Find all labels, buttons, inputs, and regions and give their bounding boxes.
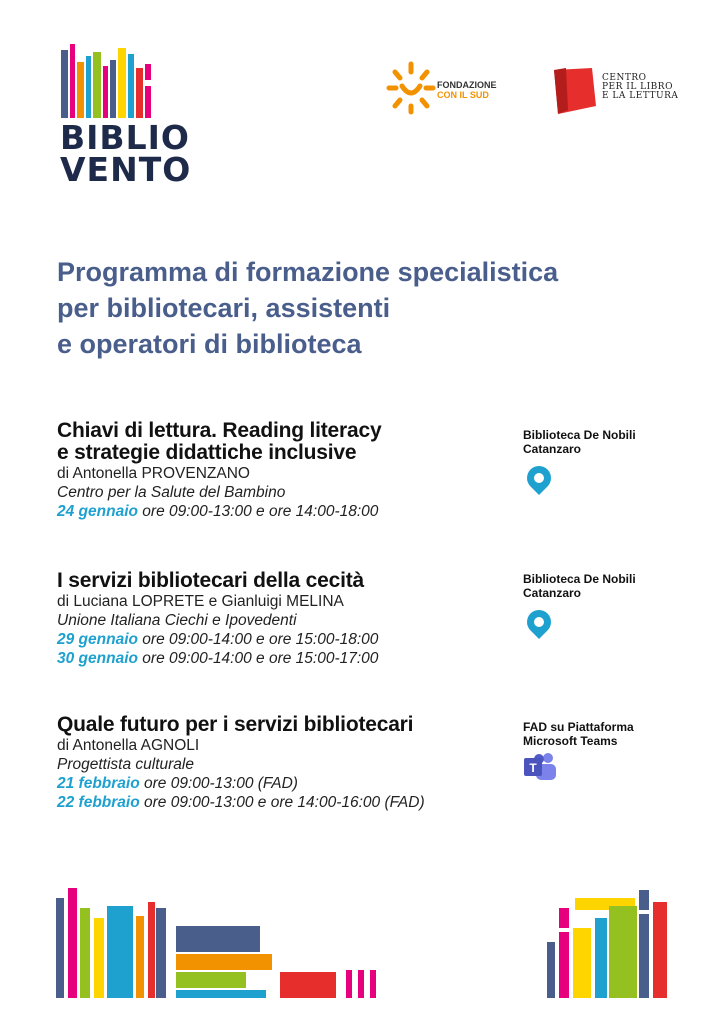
event-title: e strategie didattiche inclusive <box>57 441 357 464</box>
event-time: ore 09:00-13:00 e ore 14:00-16:00 (FAD) <box>144 794 425 811</box>
cepell-line1: CENTRO <box>602 73 647 83</box>
books-logo-icon <box>58 42 168 122</box>
event-org: Centro per la Salute del Bambino <box>57 484 286 501</box>
logo-line2: VENTO <box>60 150 192 189</box>
fondazione-text <box>437 80 497 100</box>
map-pin-icon <box>522 605 556 639</box>
location-line1: FAD su Piattaforma <box>523 720 634 734</box>
event-author: di Luciana LOPRETE e Gianluigi MELINA <box>57 593 344 610</box>
event-time: ore 09:00-13:00 e ore 14:00-18:00 <box>142 503 379 520</box>
event-date-row <box>57 793 517 812</box>
location-line2: Catanzaro <box>523 442 582 456</box>
event-title: I servizi bibliotecari della cecità <box>57 569 364 592</box>
event-title: Quale futuro per i servizi bibliotecari <box>57 713 414 736</box>
sun-icon <box>385 60 437 116</box>
event-date: 29 gennaio <box>57 631 138 648</box>
event-date-row <box>57 774 517 793</box>
location-line1: Biblioteca De Nobili <box>523 428 636 442</box>
page-title <box>57 254 677 362</box>
biblio-vento-logo <box>58 42 168 122</box>
event-author: di Antonella AGNOLI <box>57 737 200 754</box>
event-3-location <box>523 720 693 748</box>
event-date: 24 gennaio <box>57 503 138 520</box>
fondazione-line1: FONDAZIONE <box>437 80 497 90</box>
cepell-text <box>602 74 678 101</box>
event-date-row <box>57 502 497 521</box>
location-line2: Catanzaro <box>523 586 582 600</box>
fondazione-logo <box>385 60 515 120</box>
event-author: di Antonella PROVENZANO <box>57 465 250 482</box>
event-org: Unione Italiana Ciechi e Ipovedenti <box>57 612 297 629</box>
fondazione-line2: CON IL SUD <box>437 90 489 100</box>
event-time: ore 09:00-14:00 e ore 15:00-17:00 <box>142 650 379 667</box>
teams-icon <box>522 752 558 782</box>
logo-text <box>60 118 192 189</box>
event-2 <box>57 570 497 668</box>
books-decoration-right <box>545 888 675 998</box>
event-date: 22 febbraio <box>57 794 140 811</box>
event-1 <box>57 420 497 521</box>
title-line2: per bibliotecari, assistenti <box>57 293 391 323</box>
title-line1: Programma di formazione specialistica <box>57 257 559 287</box>
books-decoration-left <box>56 888 386 998</box>
location-line2: Microsoft Teams <box>523 734 618 748</box>
event-date: 30 gennaio <box>57 650 138 667</box>
event-time: ore 09:00-13:00 (FAD) <box>144 775 298 792</box>
event-title: Chiavi di lettura. Reading literacy <box>57 419 382 442</box>
book-red-icon <box>552 66 598 116</box>
event-3 <box>57 714 517 812</box>
cepell-line3: E LA LETTURA <box>602 91 679 101</box>
title-line3: e operatori di biblioteca <box>57 329 362 359</box>
map-pin-icon <box>522 461 556 495</box>
event-time: ore 09:00-14:00 e ore 15:00-18:00 <box>142 631 379 648</box>
event-2-location <box>523 572 693 600</box>
cepell-logo <box>552 66 692 116</box>
logo-line1: BIBLIO <box>60 118 190 157</box>
event-date-row <box>57 649 497 668</box>
event-1-location <box>523 428 693 456</box>
cepell-line2: PER IL LIBRO <box>602 82 673 92</box>
location-line1: Biblioteca De Nobili <box>523 572 636 586</box>
event-org: Progettista culturale <box>57 756 194 773</box>
svg-text:T: T <box>529 761 537 775</box>
event-date: 21 febbraio <box>57 775 140 792</box>
event-date-row <box>57 630 497 649</box>
